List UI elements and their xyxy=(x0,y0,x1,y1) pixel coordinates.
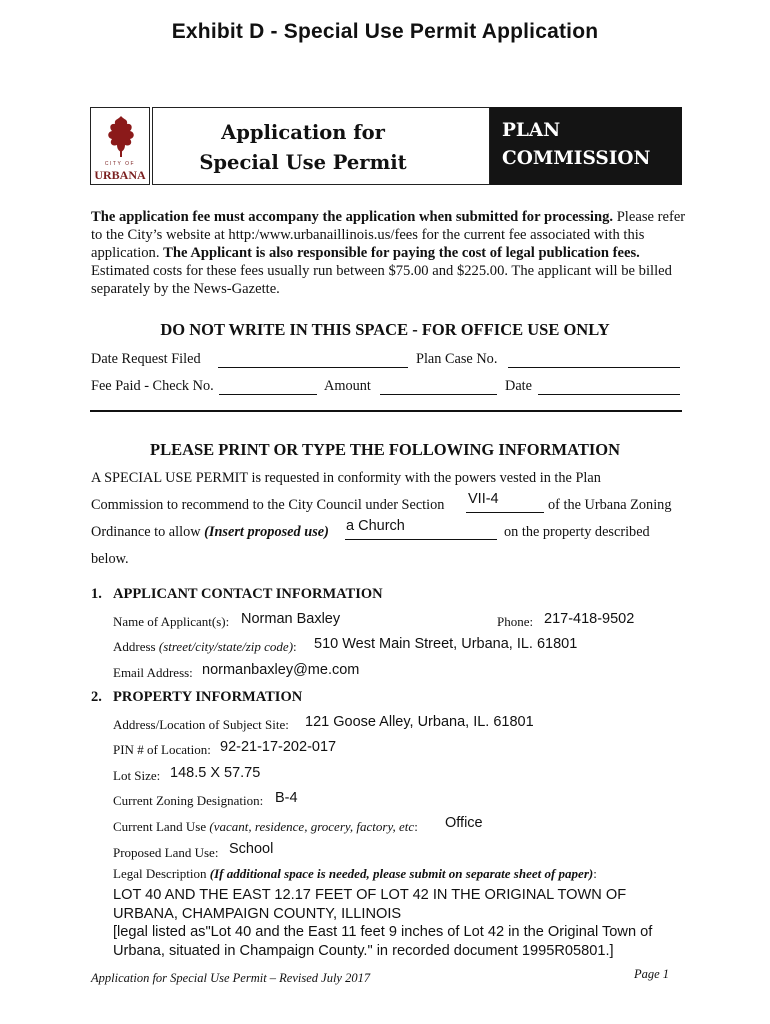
date-request-field[interactable] xyxy=(218,367,408,368)
logo-city-text: CITY OF xyxy=(104,161,136,167)
amount-field[interactable] xyxy=(380,394,497,395)
application-title: Application for Special Use Permit xyxy=(199,121,407,174)
address-value[interactable]: 510 West Main Street, Urbana, IL. 61801 xyxy=(314,636,578,652)
plan-case-label: Plan Case No. xyxy=(416,351,498,367)
date-label: Date xyxy=(505,378,532,394)
request-line-3-pre: Ordinance to allow (Insert proposed use) xyxy=(91,524,329,540)
proposed-use-value[interactable]: a Church xyxy=(346,518,405,534)
location-value[interactable]: 121 Goose Alley, Urbana, IL. 61801 xyxy=(305,714,534,730)
property-section-number: 2. xyxy=(91,689,102,705)
land-use-value[interactable]: Office xyxy=(445,815,483,831)
applicant-name-value[interactable]: Norman Baxley xyxy=(241,611,341,627)
phone-label: Phone: xyxy=(497,614,534,629)
office-use-divider xyxy=(90,410,682,412)
lot-size-value[interactable]: 148.5 X 57.75 xyxy=(170,765,261,781)
footer-revision: Application for Special Use Permit – Revised July 2017 xyxy=(91,971,371,985)
city-logo xyxy=(90,107,150,185)
proposed-land-use-value[interactable]: School xyxy=(229,841,274,857)
fee-paid-label: Fee Paid - Check No. xyxy=(91,378,214,394)
property-section-heading: PROPERTY INFORMATION xyxy=(113,689,303,705)
location-label: Address/Location of Subject Site: xyxy=(113,717,289,732)
legal-description-label: Legal Description (If additional space is needed, please submit on separate sheet of paper): xyxy=(113,866,597,881)
email-label: Email Address: xyxy=(113,665,193,680)
proposed-land-use-label: Proposed Land Use: xyxy=(113,845,219,860)
oak-leaf-icon xyxy=(104,114,138,158)
zoning-label: Current Zoning Designation: xyxy=(113,793,264,808)
plan-commission-box: PLAN COMMISSION xyxy=(490,107,682,185)
applicant-section-number: 1. xyxy=(91,586,102,602)
date-field[interactable] xyxy=(538,394,680,395)
request-line-1: A SPECIAL USE PERMIT is requested in conformity with the powers vested in the Plan xyxy=(91,470,601,486)
amount-label: Amount xyxy=(324,378,371,394)
pin-label: PIN # of Location: xyxy=(113,742,211,757)
office-use-heading: DO NOT WRITE IN THIS SPACE - FOR OFFICE USE ONLY xyxy=(160,320,610,339)
zoning-value[interactable]: B-4 xyxy=(275,790,298,806)
exhibit-title: Exhibit D - Special Use Permit Application xyxy=(171,20,599,43)
check-no-field[interactable] xyxy=(219,394,317,395)
request-line-4: below. xyxy=(91,551,129,567)
address-label: Address (street/city/state/zip code): xyxy=(113,639,297,654)
applicant-name-label: Name of Applicant(s): xyxy=(113,614,230,629)
fee-notice: The application fee must accompany the application when submitted for processing. Please refer to the City’s website at http:/www.urbanaillinois.us/fees for the current fee associated with this application. The Applicant is also responsible for paying the cost of legal publication fees. Estimated costs for these fees usually run between $75.00 and $225.00. The applicant will be billed separately by the News-Gazette. xyxy=(91,209,686,297)
applicant-section-heading: APPLICANT CONTACT INFORMATION xyxy=(113,586,383,602)
section-value[interactable]: VII-4 xyxy=(468,491,499,507)
email-value[interactable]: normanbaxley@me.com xyxy=(202,662,360,678)
request-line-3-post: on the property described xyxy=(504,524,650,540)
phone-value[interactable]: 217-418-9502 xyxy=(544,611,635,627)
page-number: Page 1 xyxy=(634,967,670,981)
use-field-line xyxy=(345,539,497,540)
land-use-label: Current Land Use (vacant, residence, grocery, factory, etc: xyxy=(113,819,418,834)
request-line-2-pre: Commission to recommend to the City Council under Section xyxy=(91,497,445,513)
lot-size-label: Lot Size: xyxy=(113,768,161,783)
logo-city-name: URBANA xyxy=(94,168,146,182)
print-type-heading: PLEASE PRINT OR TYPE THE FOLLOWING INFORMATION xyxy=(149,440,621,459)
plan-case-field[interactable] xyxy=(508,367,680,368)
legal-description-value[interactable]: LOT 40 AND THE EAST 12.17 FEET OF LOT 42 IN THE ORIGINAL TOWN OF URBANA, CHAMPAIGN COUNTY, ILLINOIS [legal listed as"Lot 40 and the East 11 feet 9 inches of Lot 42 in the Original Town of Urbana, situated in Champaign County." in recorded document 1995R05801.] xyxy=(113,887,653,959)
request-line-2-post: of the Urbana Zoning xyxy=(548,497,672,513)
date-request-label: Date Request Filed xyxy=(91,351,201,367)
section-field-line xyxy=(466,512,544,513)
application-title-box xyxy=(152,107,490,185)
pin-value[interactable]: 92-21-17-202-017 xyxy=(220,739,337,755)
